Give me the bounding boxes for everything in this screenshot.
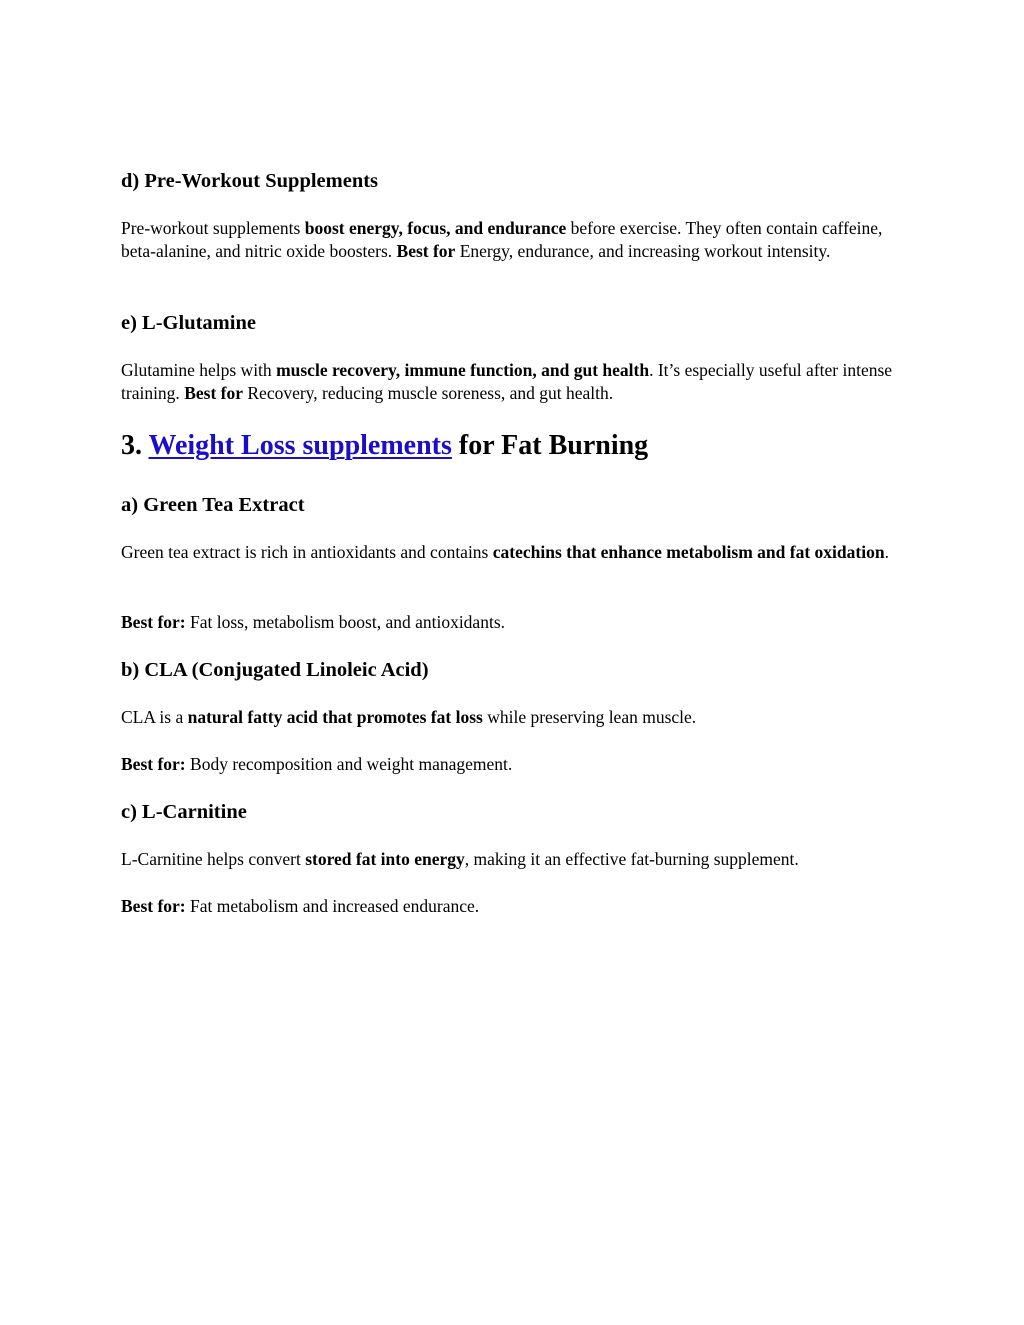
glutamine-paragraph: Glutamine helps with muscle recovery, immune function, and gut health. It’s especially useful after intense training. Best for Recovery, reducing muscle soreness, and gut health. [121, 360, 893, 403]
weight-loss-heading: 3. Weight Loss supplements for Fat Burning [121, 430, 649, 461]
green-tea-paragraph: Green tea extract is rich in antioxidants and contains catechins that enhance metabolism and fat oxidation. [121, 542, 889, 562]
carnitine-heading: c) L-Carnitine [121, 801, 247, 823]
cla-best-for: Best for: Body recomposition and weight management. [121, 754, 513, 774]
cla-heading: b) CLA (Conjugated Linoleic Acid) [121, 659, 429, 681]
green-tea-heading: a) Green Tea Extract [121, 494, 305, 516]
cla-paragraph: CLA is a natural fatty acid that promotes fat loss while preserving lean muscle. [121, 707, 697, 727]
weight-loss-supplements-link[interactable]: Weight Loss supplements [148, 430, 452, 461]
glutamine-heading: e) L-Glutamine [121, 312, 256, 334]
carnitine-best-for: Best for: Fat metabolism and increased endurance. [121, 896, 480, 916]
pre-workout-heading: d) Pre-Workout Supplements [121, 170, 379, 192]
pre-workout-paragraph: Pre-workout supplements boost energy, focus, and endurance before exercise. They often contain caffeine, beta-alanine, and nitric oxide boosters. Best for Energy, endurance, and increasing workout intensity. [121, 218, 883, 261]
carnitine-paragraph: L-Carnitine helps convert stored fat into energy, making it an effective fat-burning supplement. [121, 849, 799, 869]
green-tea-best-for: Best for: Fat loss, metabolism boost, and antioxidants. [121, 612, 505, 632]
